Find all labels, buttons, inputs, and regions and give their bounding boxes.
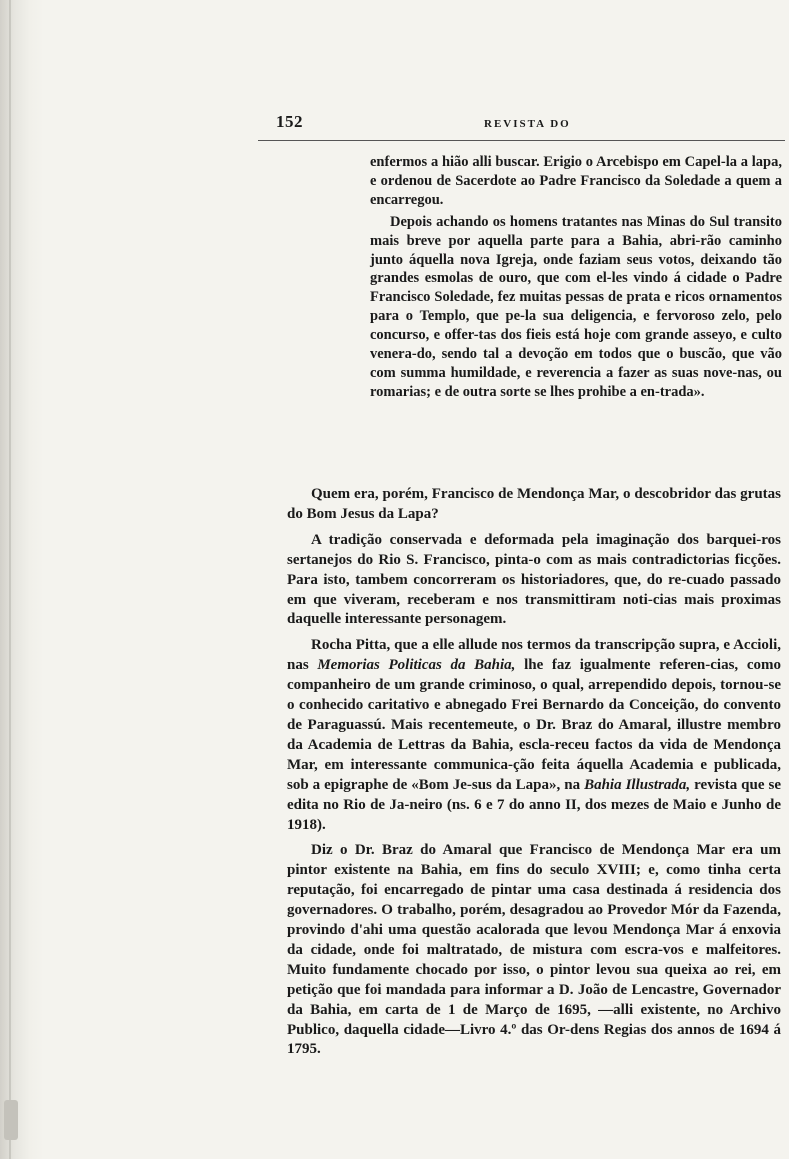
paragraph-3-text-e: revista que se edita no Rio de Ja-neiro (ns. 6 e 7 do anno II, dos mezes de Maio e Junho de 1918). [287,776,781,833]
body-paragraph-1: Quem era, porém, Francisco de Mendonça Mar, o descobridor das grutas do Bom Jesus da Lapa? [287,486,781,522]
body-paragraph-3 [287,636,781,835]
quote-paragraph-1: enfermos a hião alli buscar. Erigio o Arcebispo em Capel-la a lapa, e ordenou de Sacerdote ao Padre Francisco da Soledade a quem a encarregou. [370,154,782,208]
block-quote [370,153,782,405]
body-paragraph-4: Diz o Dr. Braz do Amaral que Francisco de Mendonça Mar era um pintor existente na Bahia, em fins do seculo XVIII; e, como tinha certa reputação, foi encarregado de pintar uma casa destinada á residencia dos governadores. O trabalho, porém, desagradou ao Provedor Mór da Fazenda, provindo d'ahi uma questão acalorada que levou Mendonça Mar á enxovia da cidade, onde foi maltratado, de mistura com escra-vos e malfeitores. Muito fundamente chocado por isso, o pintor levou sua queixa ao rei, em petição que foi mandada para informar a D. João de Lencastre, Governador da Bahia, em carta de 1 de Março de 1695, —alli existente, no Archivo Publico, daquella cidade—Livro 4.º das Or-dens Regias dos annos de 1694 á 1795. [287,842,781,1058]
body-paragraph-2: A tradição conservada e deformada pela imaginação dos barquei-ros sertanejos do Rio S. Francisco, pinta-o com as mais contradictorias ficções. Para isto, tambem concorreram os historiadores, que, do re-cuado passado em que viveram, receberam e nos transmittiram noti-cias mais proximas daquelle interessante personagem. [287,531,781,628]
title-memorias-politicas: Memorias Politicas da Bahia, [317,657,516,674]
binding-edge [9,0,11,1159]
running-head: REVISTA DO [484,118,571,130]
header-rule [258,140,785,141]
paragraph-3-text-a: Rocha Pitta, que a elle allude nos termos da transcripção supra, e Accioli, nas [287,637,781,674]
page-corner-mark [4,1100,18,1140]
page-edge-shadow [0,0,44,1159]
title-bahia-illustrada: Bahia Illustrada, [584,776,691,793]
page-number: 152 [276,112,303,131]
page-header [276,112,786,140]
quote-paragraph-2: Depois achando os homens tratantes nas Minas do Sul transito mais breve por aquella parte para a Bahia, abri-rão caminho junto áquella nova Igreja, onde faziam seus votos, deixando tão grandes esmolas de ouro, que com el-les vindo á cidade o Padre Francisco Soledade, fez muitas pessas de prata e ricos ornamentos para o Templo, que pe-la sua deligencia, e fervoroso zelo, pelo concurso, e offer-tas dos fieis está hoje com grande asseyo, e culto venera-do, sendo tal a devoção em todos que o buscão, que vão com summa humildade, e reverencia a fazer as suas nove-nas, ou romarias; e de outra sorte se lhes prohibe a en-trada». [370,213,782,400]
body-text [287,485,781,1066]
paragraph-3-text-c: lhe faz igualmente referen-cias, como companheiro de um grande criminoso, o qual, arrependido depois, tornou-se o conhecido caritativo e abnegado Frei Bernardo da Conceição, do convento de Paraguassú. Mais recentemeute, o Dr. Braz do Amaral, illustre membro da Academia de Lettras da Bahia, escla-receu factos da vida de Mendonça Mar, em interessante communica-ção feita áquella Academia e publicada, sob a epigraphe de «Bom Je-sus da Lapa», na [287,657,781,793]
